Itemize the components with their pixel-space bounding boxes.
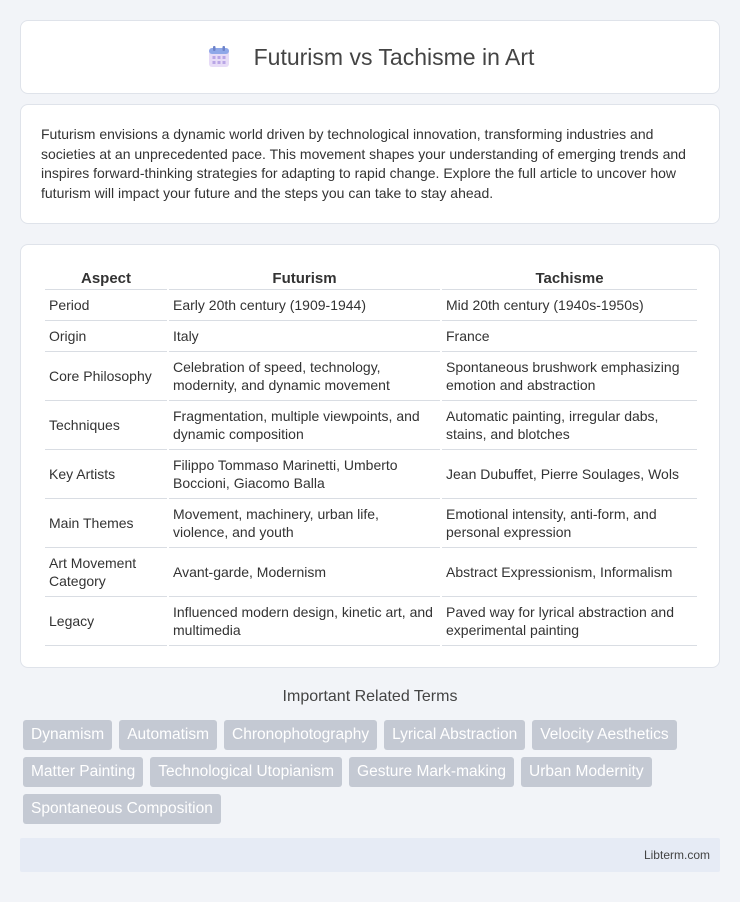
footer-bar (20, 838, 720, 872)
cell-aspect: Art Movement Category (45, 548, 167, 597)
footer-brand-link[interactable]: Libterm.com (643, 848, 710, 862)
cell-tachisme: Mid 20th century (1940s-1950s) (442, 290, 697, 321)
related-term-tag[interactable]: Lyrical Abstraction (384, 720, 525, 750)
related-term-tag[interactable]: Urban Modernity (521, 757, 652, 787)
cell-tachisme: Automatic painting, irregular dabs, stains, and blotches (442, 401, 697, 450)
cell-aspect: Legacy (45, 597, 167, 646)
related-term-tag[interactable]: Spontaneous Composition (23, 794, 221, 824)
related-term-tag[interactable]: Velocity Aesthetics (532, 720, 676, 750)
cell-tachisme: Jean Dubuffet, Pierre Soulages, Wols (442, 450, 697, 499)
cell-futurism: Filippo Tommaso Marinetti, Umberto Boccioni, Giacomo Balla (169, 450, 440, 499)
related-term-tag[interactable]: Matter Painting (23, 757, 143, 787)
cell-futurism: Movement, machinery, urban life, violence, and youth (169, 499, 440, 548)
table-row (45, 321, 697, 352)
related-term-tag[interactable]: Technological Utopianism (150, 757, 342, 787)
cell-futurism: Italy (169, 321, 440, 352)
header-aspect: Aspect (45, 265, 167, 290)
cell-tachisme: France (442, 321, 697, 352)
cell-aspect: Techniques (45, 401, 167, 450)
cell-aspect: Period (45, 290, 167, 321)
cell-tachisme: Emotional intensity, anti-form, and personal expression (442, 499, 697, 548)
table-row (45, 352, 697, 401)
table-row (45, 450, 697, 499)
cell-futurism: Avant-garde, Modernism (169, 548, 440, 597)
related-term-tag[interactable]: Gesture Mark-making (349, 757, 514, 787)
cell-tachisme: Abstract Expressionism, Informalism (442, 548, 697, 597)
cell-futurism: Early 20th century (1909-1944) (169, 290, 440, 321)
page-title: Futurism vs Tachisme in Art (253, 43, 535, 70)
cell-aspect: Main Themes (45, 499, 167, 548)
cell-futurism: Celebration of speed, technology, modernity, and dynamic movement (169, 352, 440, 401)
intro-card (20, 104, 720, 224)
comparison-table (43, 265, 699, 646)
table-row (45, 401, 697, 450)
cell-futurism: Fragmentation, multiple viewpoints, and dynamic composition (169, 401, 440, 450)
cell-aspect: Core Philosophy (45, 352, 167, 401)
related-terms-list (23, 720, 723, 824)
cell-tachisme: Paved way for lyrical abstraction and experimental painting (442, 597, 697, 646)
related-term-tag[interactable]: Chronophotography (224, 720, 377, 750)
related-terms-heading: Important Related Terms (282, 688, 458, 705)
table-row (45, 290, 697, 321)
table-row (45, 597, 697, 646)
intro-paragraph: Futurism envisions a dynamic world driven by technological innovation, transforming industries and societies at an unprecedented pace. This movement shapes your understanding of emerging trends and inspires forward-thinking strategies for adapting to rapid change. Explore the full article to uncover how futurism will impact your future and the steps you can take to stay ahead. (41, 126, 686, 201)
cell-futurism: Influenced modern design, kinetic art, and multimedia (169, 597, 440, 646)
header-tachisme: Tachisme (442, 265, 697, 290)
cell-tachisme: Spontaneous brushwork emphasizing emotion and abstraction (442, 352, 697, 401)
table-row (45, 499, 697, 548)
title-card (20, 20, 720, 94)
related-term-tag[interactable]: Automatism (119, 720, 217, 750)
comparison-card (20, 244, 720, 668)
table-row (45, 548, 697, 597)
header-futurism: Futurism (169, 265, 440, 290)
calendar-icon (206, 44, 232, 70)
related-term-tag[interactable]: Dynamism (23, 720, 112, 750)
cell-aspect: Origin (45, 321, 167, 352)
cell-aspect: Key Artists (45, 450, 167, 499)
